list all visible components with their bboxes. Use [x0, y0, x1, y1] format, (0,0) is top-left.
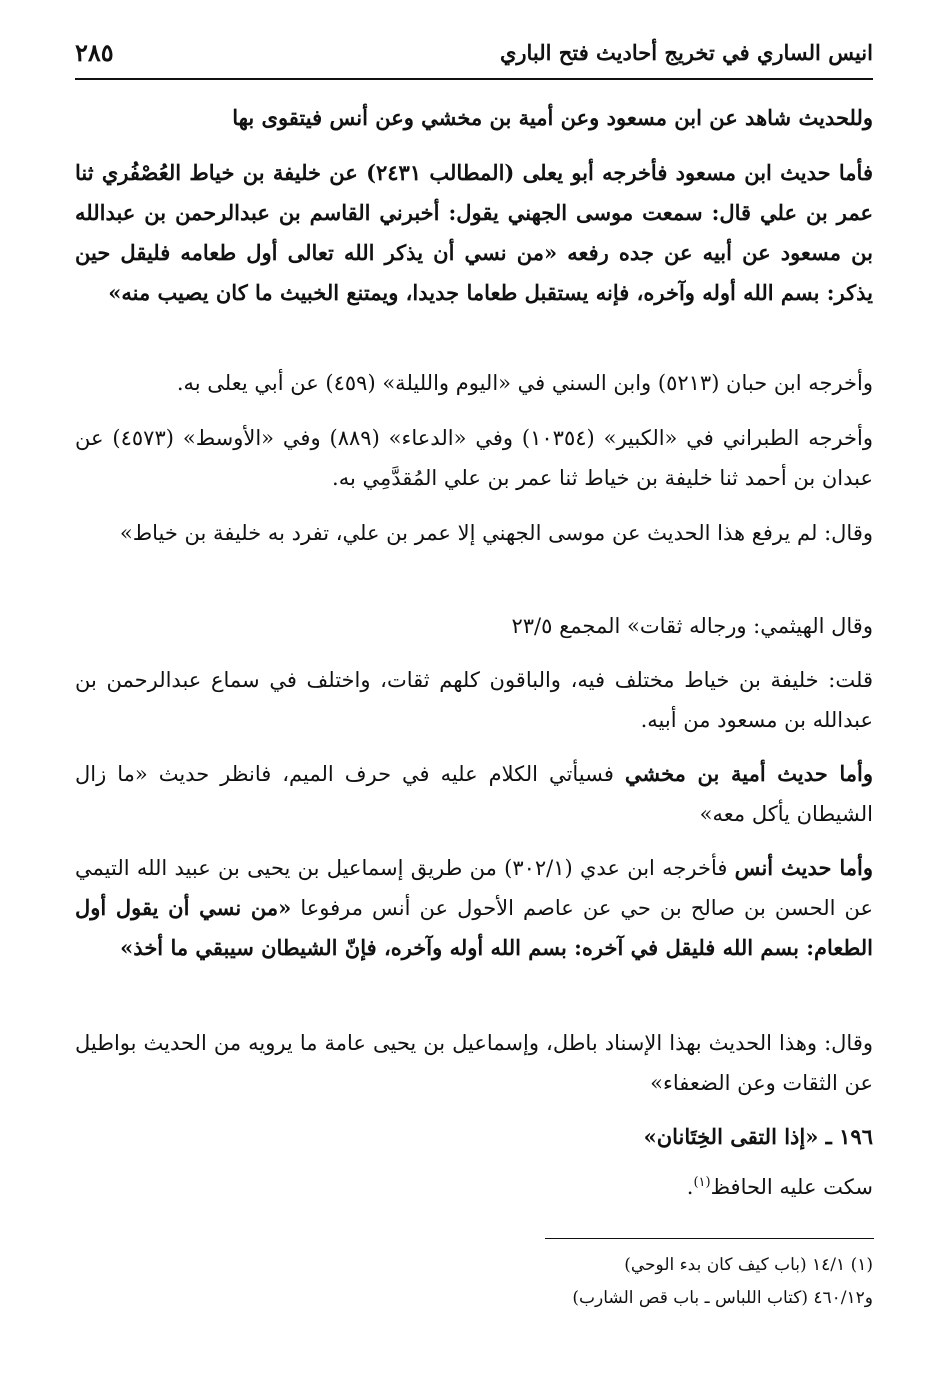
paragraph-haythami: وقال الهيثمي: ورجاله ثقات» المجمع ٢٣/٥	[511, 614, 873, 638]
paragraph-tabarani-remark: وقال: لم يرفع هذا الحديث عن موسى الجهني إلا عمر بن علي، تفرد به خليفة بن خياط»	[119, 521, 873, 545]
paragraph-hafiz-silent: سكت عليه الحافظ$^{(١)}$.	[686, 1175, 873, 1199]
footnote-marker[interactable]: (١)	[693, 1175, 711, 1190]
paragraph-ibn-masud: فأما حديث ابن مسعود فأخرجه أبو يعلى (المطالب ٢٤٣١) عن خليفة بن خياط العُصْفُري ثنا عمر بن علي قال: سمعت موسى الجهني يقول: أخبرني القاسم بن عبدالرحمن بن عبدالله بن مسعود عن أبيه عن جده رفعه «من نسي أن يذكر الله تعالى أول طعامه فليقل حين يذكر: بسم الله أوله وآخره، فإنه يستقبل طعاما جديدا، ويمتنع الخبيث ما كان يصيب منه»	[75, 160, 873, 305]
paragraph-umayya: وأما حديث أمية بن مخشي فسيأتي الكلام عليه في حرف الميم، فانظر حديث «ما زال الشيطان يأكل معه»	[75, 761, 874, 826]
paragraph-tabarani: وأخرجه الطبراني في «الكبير» (١٠٣٥٤) وفي «الدعاء» (٨٨٩) وفي «الأوسط» (٤٥٧٣) عن عبدان بن أحمد ثنا خليفة بن خياط ثنا عمر بن علي المُقدَّمِي به.	[75, 426, 874, 490]
paragraph-witnesses: وللحديث شاهد عن ابن مسعود وعن أمية بن مخشي وعن أنس فيتقوى بها	[232, 105, 873, 130]
hadith-heading-196: ١٩٦ ـ «إذا التقى الخِتَانان»	[643, 1124, 873, 1149]
paragraph-ibn-adi-remark: وقال: وهذا الحديث بهذا الإسناد باطل، وإسماعيل بن يحيى عامة ما يرويه من الحديث بواطيل عن الثقات وعن الضعفاء»	[75, 1031, 873, 1095]
paragraph-qultu: قلت: خليفة بن خياط مختلف فيه، والباقون كلهم ثقات، واختلف في سماع عبدالرحمن بن عبدالله بن مسعود من أبيه.	[75, 668, 873, 732]
footnote-1: (١) ١٤/١ (باب كيف كان بدء الوحي)	[624, 1255, 873, 1275]
paragraph-ibn-hibban: وأخرجه ابن حبان (٥٢١٣) وابن السني في «اليوم والليلة» (٤٥٩) عن أبي يعلى به.	[176, 371, 873, 395]
running-title: انيس الساري في تخريج أحاديث فتح الباري	[499, 40, 873, 65]
paragraph-anas: وأما حديث أنس فأخرجه ابن عدي (٣٠٢/١) من طريق إسماعيل بن يحيى بن عبيد الله التيمي عن الحسن بن صالح بن حي عن عاصم الأحول عن أنس مرفوعا «من نسي أن يقول أول الطعام: بسم الله فليقل في آخره: بسم الله أوله وآخره، فإنّ الشيطان سيبقي ما أخذ»	[75, 855, 874, 960]
footnote-divider	[545, 1238, 874, 1239]
page-number: ٢٨٥	[75, 38, 114, 67]
page-header	[75, 38, 873, 80]
footnote-1-continuation: و٤٦٠/١٢ (كتاب اللباس ـ باب قص الشارب)	[572, 1288, 873, 1308]
